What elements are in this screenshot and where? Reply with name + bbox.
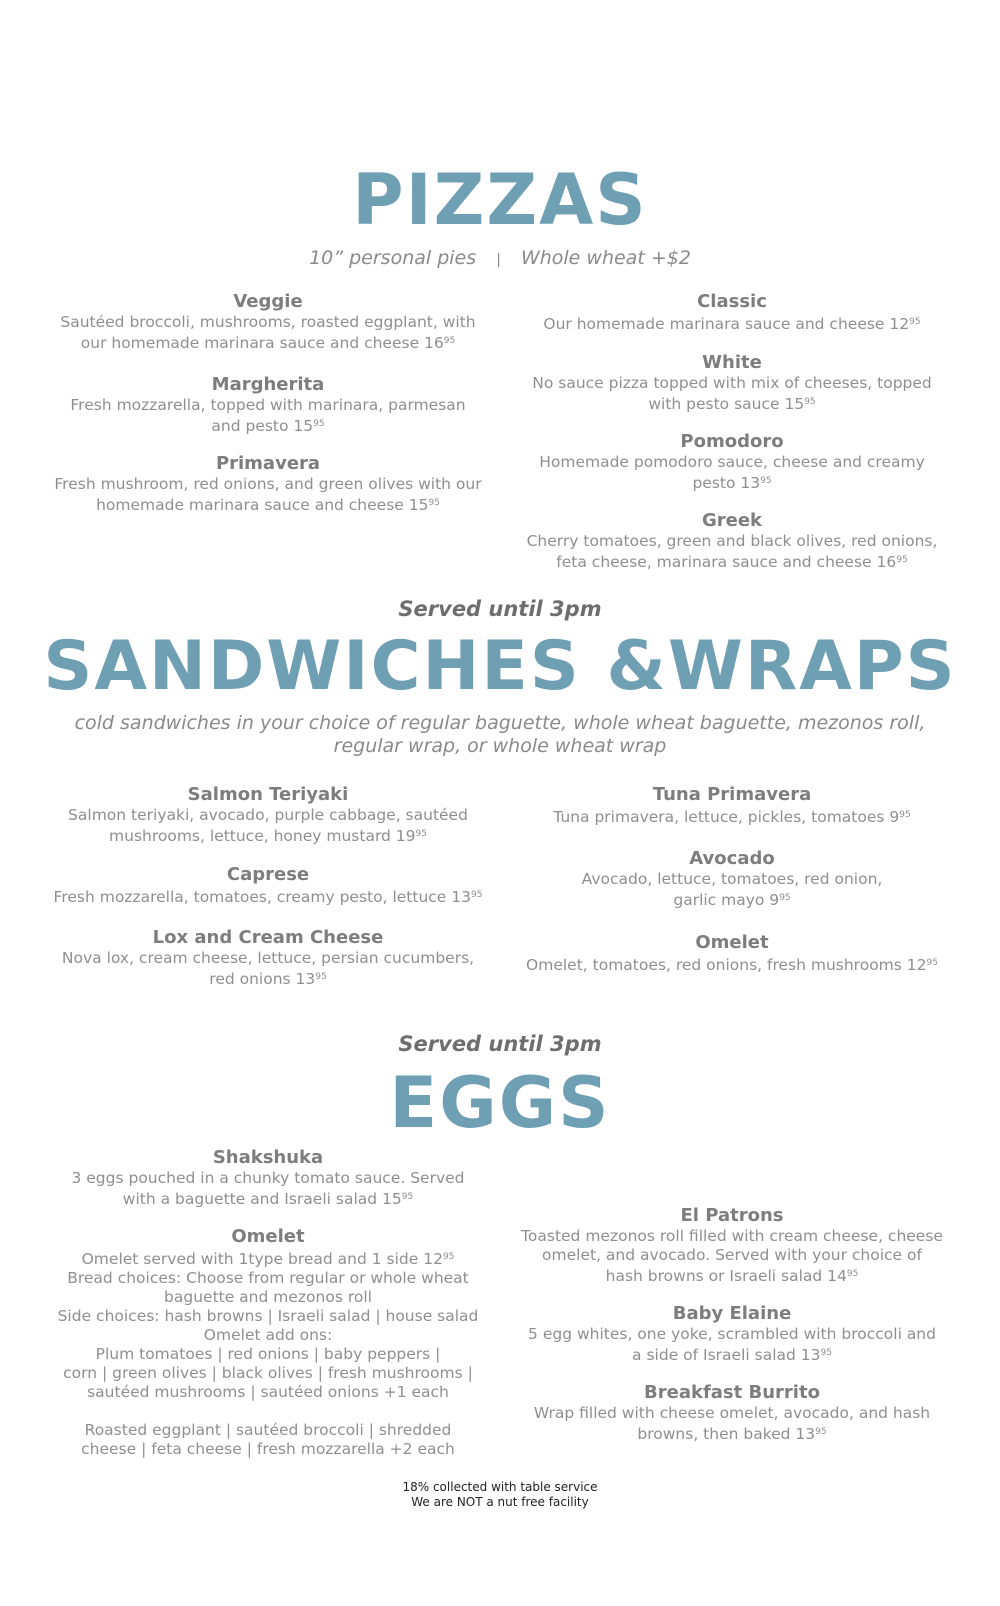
description-text: Omelet served with 1type bread and 1 side 12 — [81, 1250, 443, 1268]
description-text: Cherry tomatoes, green and black olives, red onions, — [526, 532, 938, 550]
description-text: Salmon teriyaki, avocado, purple cabbage, sautéed — [68, 806, 468, 824]
sandwiches-served-note: Served until 3pm — [398, 597, 602, 621]
sandwiches-subtitle — [0, 712, 1000, 758]
menu-item-pomodoro — [512, 431, 952, 493]
description-line — [512, 806, 952, 827]
menu-item-tuna-primavera — [512, 784, 952, 827]
description-text: Tuna primavera, lettuce, pickles, tomatoes 9 — [553, 808, 900, 826]
description-line — [512, 374, 952, 393]
description-line — [48, 475, 488, 494]
menu-item-name: Omelet — [231, 1226, 305, 1247]
description-text: browns, then baked 13 — [637, 1425, 816, 1443]
menu-item-description — [48, 949, 488, 989]
description-text: garlic mayo 9 — [673, 891, 780, 909]
price-cents: 95 — [315, 972, 327, 982]
menu-item-salmon-teriyaki — [48, 784, 488, 846]
description-text: Fresh mozzarella, tomatoes, creamy pesto, lettuce 13 — [53, 888, 471, 906]
menu-item-description — [512, 453, 952, 493]
price-cents: 95 — [428, 498, 440, 508]
price-cents: 95 — [779, 893, 791, 903]
menu-item-name: Veggie — [233, 291, 303, 312]
description-line — [512, 870, 952, 889]
menu-item-name: Baby Elaine — [672, 1303, 792, 1324]
menu-item-description — [512, 532, 952, 572]
menu-item-breakfast-burrito — [512, 1382, 952, 1444]
option-line: sautéed mushrooms | sautéed onions +1 each — [87, 1383, 449, 1401]
menu-item-name: Classic — [697, 291, 767, 312]
menu-item-name: Omelet — [695, 932, 769, 953]
description-line — [512, 393, 952, 414]
description-text: mushrooms, lettuce, honey mustard 19 — [109, 827, 416, 845]
description-line — [512, 453, 952, 472]
description-line — [512, 472, 952, 493]
description-text: 5 egg whites, one yoke, scrambled with broccoli and — [528, 1325, 936, 1343]
menu-item-shakshuka — [48, 1147, 488, 1209]
description-line — [48, 806, 488, 825]
option-line: Side choices: hash browns | Israeli salad | house salad — [57, 1307, 479, 1325]
price-cents: 95 — [401, 1192, 414, 1202]
sandwiches-title: SANDWICHES &WRAPS — [43, 627, 957, 706]
pizzas-title: PIZZAS — [352, 159, 648, 241]
menu-item-omelet — [48, 1226, 488, 1459]
description-line — [512, 532, 952, 551]
option-line: Bread choices: Choose from regular or whole wheat — [67, 1269, 469, 1287]
description-text: with a baguette and Israeli salad 15 — [122, 1190, 402, 1208]
description-text: Our homemade marinara sauce and cheese 12 — [543, 315, 910, 333]
description-line — [48, 332, 488, 353]
pizzas-subtitle — [0, 246, 1000, 272]
menu-item-name: Caprese — [226, 864, 310, 885]
menu-item-description — [48, 313, 488, 353]
subtitle-separator: | — [496, 252, 501, 268]
menu-item-name: Primavera — [215, 453, 321, 474]
menu-item-el-patrons — [512, 1205, 952, 1286]
description-line — [48, 1169, 488, 1188]
menu-item-margherita — [48, 374, 488, 436]
price-cents: 95 — [442, 1252, 455, 1262]
description-text: homemade marinara sauce and cheese 15 — [96, 496, 429, 514]
menu-item-description — [512, 313, 952, 334]
description-line — [512, 1325, 952, 1344]
option-line: cheese | feta cheese | fresh mozzarella +2 each — [81, 1440, 455, 1458]
option-line: Omelet add ons: — [203, 1326, 333, 1344]
menu-item-white — [512, 352, 952, 414]
pizzas-size-note: 10” personal pies — [309, 247, 477, 269]
description-text: our homemade marinara sauce and cheese 16 — [80, 334, 444, 352]
menu-item-veggie — [48, 291, 488, 353]
menu-item-omelet — [512, 932, 952, 975]
description-line — [512, 1246, 952, 1265]
menu-item-name: El Patrons — [680, 1205, 784, 1226]
menu-item-caprese — [48, 864, 488, 907]
price-cents: 95 — [760, 476, 772, 486]
menu-item-name: Avocado — [689, 848, 775, 869]
description-text: 3 eggs pouched in a chunky tomato sauce. Served — [71, 1169, 465, 1187]
description-text: red onions 13 — [209, 970, 316, 988]
menu-item-name: Salmon Teriyaki — [187, 784, 349, 805]
sandwiches-subtitle-line: cold sandwiches in your choice of regular baguette, whole wheat baguette, mezonos roll, — [74, 712, 926, 734]
option-line: baguette and mezonos roll — [164, 1288, 372, 1306]
description-text: with pesto sauce 15 — [648, 395, 805, 413]
description-line — [512, 1344, 952, 1365]
menu-item-description — [512, 1227, 952, 1286]
description-line — [48, 949, 488, 968]
menu-item-lox-and-cream-cheese — [48, 927, 488, 989]
price-cents: 95 — [896, 555, 908, 565]
description-line — [512, 313, 952, 334]
price-cents: 95 — [415, 829, 427, 839]
option-line: Plum tomatoes | red onions | baby peppers | — [95, 1345, 441, 1363]
menu-item-description — [512, 374, 952, 414]
price-cents: 95 — [820, 1348, 832, 1358]
description-text: Omelet, tomatoes, red onions, fresh mushrooms 12 — [526, 956, 927, 974]
description-text: Avocado, lettuce, tomatoes, red onion, — [581, 870, 883, 888]
description-text: omelet, and avocado. Served with your choice of — [542, 1246, 922, 1264]
price-cents: 95 — [846, 1269, 859, 1279]
price-cents: 95 — [443, 336, 456, 346]
menu-item-description — [48, 1169, 488, 1209]
price-cents: 95 — [804, 397, 816, 407]
description-line — [48, 968, 488, 989]
price-cents: 95 — [899, 810, 911, 820]
price-cents: 95 — [313, 419, 325, 429]
menu-item-description — [512, 870, 952, 910]
description-line — [48, 825, 488, 846]
menu-item-description — [48, 475, 488, 515]
description-text: Fresh mushroom, red onions, and green olives with our — [54, 475, 482, 493]
footer — [0, 1480, 1000, 1510]
sandwiches-subtitle-line: regular wrap, or whole wheat wrap — [333, 735, 667, 757]
description-text: and pesto 15 — [211, 417, 314, 435]
menu-item-baby-elaine — [512, 1303, 952, 1365]
description-text: No sauce pizza topped with mix of cheeses, topped — [532, 374, 932, 392]
menu-item-name: Shakshuka — [212, 1147, 324, 1168]
menu-item-classic — [512, 291, 952, 334]
description-line — [48, 396, 488, 415]
description-line — [48, 494, 488, 515]
menu-item-description — [48, 806, 488, 846]
menu-item-description — [48, 886, 488, 907]
menu-item-description — [512, 806, 952, 827]
menu-item-name: Margherita — [211, 374, 325, 395]
price-cents: 95 — [909, 317, 921, 327]
description-text: Toasted mezonos roll filled with cream cheese, cheese — [521, 1227, 943, 1245]
menu-item-name: Pomodoro — [680, 431, 784, 452]
description-line — [48, 415, 488, 436]
menu-item-avocado — [512, 848, 952, 910]
eggs-title: EGGS — [389, 1062, 611, 1144]
menu-item-name: Tuna Primavera — [652, 784, 812, 805]
option-line: Roasted eggplant | sautéed broccoli | shredded — [84, 1421, 452, 1439]
menu-item-greek — [512, 510, 952, 572]
description-line — [48, 1248, 488, 1269]
description-line — [512, 1423, 952, 1444]
menu-item-name: Greek — [701, 510, 763, 531]
menu-item-description — [48, 1248, 488, 1459]
pizzas-whole-wheat-note: Whole wheat +$2 — [520, 247, 691, 269]
option-line — [48, 1402, 488, 1421]
description-text: feta cheese, marinara sauce and cheese 16 — [556, 553, 897, 571]
menu-item-name: White — [702, 352, 762, 373]
description-line — [512, 1227, 952, 1246]
menu-item-description — [512, 954, 952, 975]
menu-item-name: Breakfast Burrito — [644, 1382, 820, 1403]
description-text: Wrap filled with cheese omelet, avocado, and hash — [533, 1404, 931, 1422]
description-line — [512, 1265, 952, 1286]
description-line — [512, 1404, 952, 1423]
description-text: Sautéed broccoli, mushrooms, roasted eggplant, with — [60, 313, 476, 331]
option-line: corn | green olives | black olives | fresh mushrooms | — [63, 1364, 473, 1382]
description-line — [512, 954, 952, 975]
menu-item-description — [48, 396, 488, 436]
menu-item-primavera — [48, 453, 488, 515]
menu-item-description — [512, 1325, 952, 1365]
footer-service-note: 18% collected with table service — [402, 1480, 598, 1494]
description-line — [48, 313, 488, 332]
description-line — [512, 551, 952, 572]
footer-allergy-note: We are NOT a nut free facility — [411, 1495, 589, 1509]
description-text: hash browns or Israeli salad 14 — [605, 1267, 847, 1285]
price-cents: 95 — [926, 958, 938, 968]
description-text: pesto 13 — [692, 474, 761, 492]
description-text: Homemade pomodoro sauce, cheese and creamy — [539, 453, 925, 471]
menu-item-name: Lox and Cream Cheese — [152, 927, 384, 948]
description-text: Nova lox, cream cheese, lettuce, persian cucumbers, — [61, 949, 475, 967]
description-line — [48, 1188, 488, 1209]
eggs-served-note: Served until 3pm — [398, 1032, 602, 1056]
description-text: a side of Israeli salad 13 — [632, 1346, 821, 1364]
description-line — [48, 886, 488, 907]
description-text: Fresh mozzarella, topped with marinara, parmesan — [70, 396, 466, 414]
price-cents: 95 — [470, 890, 483, 900]
price-cents: 95 — [815, 1427, 827, 1437]
menu-item-description — [512, 1404, 952, 1444]
description-line — [512, 889, 952, 910]
